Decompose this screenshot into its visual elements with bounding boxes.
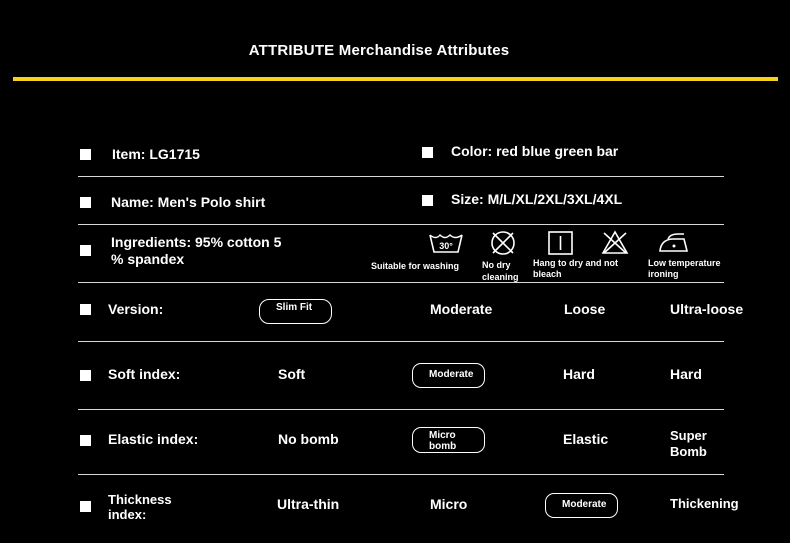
- bullet-square: [80, 245, 91, 256]
- elastic-index-label: Elastic index:: [108, 431, 199, 447]
- care-label-washing: Suitable for washing: [371, 261, 460, 271]
- version-option-moderate: Moderate: [430, 301, 493, 317]
- bullet-square: [80, 197, 91, 208]
- elastic-option-super-bomb: [670, 428, 707, 460]
- version-option-ultra-loose: Ultra-loose: [670, 301, 744, 317]
- version-option-slim-fit-selected: Slim Fit: [259, 299, 332, 324]
- care-label-no-dry-line2: cleaning: [482, 272, 519, 282]
- elastic-option-micro-line2: bomb: [429, 441, 457, 452]
- washing-30-icon: [428, 230, 464, 256]
- title-underline: [13, 77, 778, 81]
- elastic-option-super-line2: Bomb: [670, 444, 707, 459]
- low-temperature-ironing-icon: [656, 230, 692, 256]
- elastic-option-elastic: Elastic: [563, 431, 609, 447]
- divider: [78, 282, 724, 283]
- bullet-square: [80, 149, 91, 160]
- elastic-option-micro-line1: Micro: [429, 430, 456, 441]
- bullet-square: [80, 370, 91, 381]
- hang-dry-icon: [544, 230, 580, 256]
- elastic-option-micro-bomb-selected: [412, 427, 485, 453]
- svg-text:30°: 30°: [439, 241, 453, 251]
- divider: [78, 341, 724, 342]
- no-bleach-icon: [598, 229, 634, 255]
- soft-option-soft: Soft: [278, 366, 306, 382]
- bullet-square: [80, 304, 91, 315]
- thickness-label-line2: index:: [108, 507, 147, 522]
- ingredients-line2: % spandex: [111, 251, 185, 267]
- divider: [78, 474, 724, 475]
- soft-option-moderate-selected: Moderate: [412, 363, 485, 388]
- thickness-index-label: [108, 492, 172, 522]
- version-option-loose: Loose: [564, 301, 606, 317]
- care-label-no-dry-line1: No dry: [482, 260, 511, 270]
- color-info: Color: red blue green bar: [451, 143, 619, 159]
- divider: [78, 409, 724, 410]
- product-name: Name: Men's Polo shirt: [111, 194, 266, 210]
- thickness-option-micro: Micro: [430, 496, 468, 512]
- thickness-label-line1: Thickness: [108, 492, 172, 507]
- divider: [78, 176, 724, 177]
- ingredients-line1: Ingredients: 95% cotton 5: [111, 234, 282, 250]
- version-label: Version:: [108, 301, 164, 317]
- bullet-square: [80, 501, 91, 512]
- size-info: Size: M/L/XL/2XL/3XL/4XL: [451, 191, 623, 207]
- soft-index-label: Soft index:: [108, 366, 181, 382]
- bullet-square: [422, 147, 433, 158]
- divider: [78, 224, 724, 225]
- elastic-option-no-bomb: No bomb: [278, 431, 339, 447]
- elastic-option-super-line1: Super: [670, 428, 707, 443]
- care-label-iron-line1: Low temperature: [648, 258, 721, 268]
- page-title: ATTRIBUTE Merchandise Attributes: [248, 42, 510, 59]
- bullet-square: [80, 435, 91, 446]
- bullet-square: [422, 195, 433, 206]
- care-label-iron-line2: ironing: [648, 269, 679, 279]
- thickness-option-thickening: Thickening: [670, 496, 739, 511]
- item-code: Item: LG1715: [112, 146, 200, 162]
- soft-option-hard: Hard: [563, 366, 595, 382]
- soft-option-hard-2: Hard: [670, 366, 702, 382]
- care-label-hang-line1: Hang to dry and not: [533, 258, 618, 268]
- care-label-hang-line2: bleach: [533, 269, 562, 279]
- no-dry-cleaning-icon: [486, 230, 522, 256]
- thickness-option-moderate-selected: Moderate: [545, 493, 618, 518]
- thickness-option-ultra-thin: Ultra-thin: [277, 496, 340, 512]
